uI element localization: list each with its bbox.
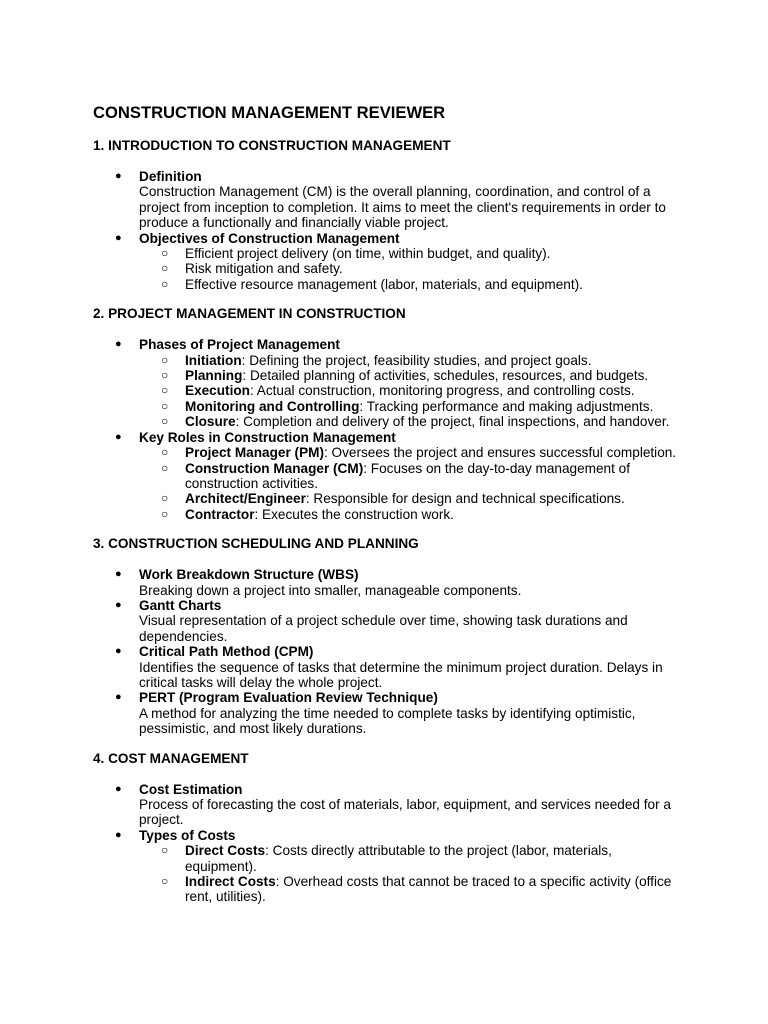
sub-item-text: : Actual construction, monitoring progress, and controlling costs. — [249, 383, 635, 399]
sub-item-text: : Oversees the project and ensures successful completion. — [323, 445, 677, 461]
item-term: Definition — [139, 169, 202, 184]
item-term: Phases of Project Management — [139, 337, 340, 353]
item-term: Gantt Charts — [139, 597, 222, 613]
section-heading: 4. COST MANAGEMENT — [93, 750, 249, 766]
list-item — [93, 644, 683, 690]
sub-item-text: : Responsible for design and technical specifications. — [305, 491, 625, 507]
bullet-list — [93, 782, 683, 905]
sub-bullet-list — [139, 353, 683, 430]
sub-item-term: Closure — [185, 414, 236, 430]
item-term: PERT (Program Evaluation Review Technique) — [139, 690, 438, 706]
sub-item-term: Direct Costs — [185, 843, 266, 859]
section-heading: 2. PROJECT MANAGEMENT IN CONSTRUCTION — [93, 306, 406, 322]
sub-item-term: Project Manager (PM) — [185, 445, 324, 461]
sub-list-item — [139, 368, 683, 383]
sub-list-item — [139, 461, 683, 492]
bullet-list — [93, 337, 683, 522]
sub-list-item — [139, 353, 683, 368]
section-4 — [93, 751, 683, 905]
sub-list-item — [139, 507, 683, 522]
section-heading: 1. INTRODUCTION TO CONSTRUCTION MANAGEMENT — [93, 138, 451, 153]
sub-item-text: : Defining the project, feasibility studies, and project goals. — [241, 352, 592, 368]
sub-list-item — [139, 399, 683, 414]
sub-list-item — [139, 491, 683, 506]
list-item — [93, 169, 683, 231]
sub-item-text: : Overhead costs that cannot be traced to a specific activity (office rent, utilities). — [185, 874, 672, 905]
item-term: Key Roles in Construction Management — [139, 429, 396, 445]
sub-list-item — [139, 246, 683, 261]
list-item — [93, 598, 683, 644]
sub-item-text: : Focuses on the day-to-day management of construction activities. — [185, 460, 630, 491]
sub-item-text: : Costs directly attributable to the project (labor, materials, equipment). — [185, 843, 612, 874]
section-2 — [93, 306, 683, 522]
item-description: Process of forecasting the cost of materials, labor, equipment, and services needed for a project. — [139, 797, 671, 828]
item-term: Critical Path Method (CPM) — [139, 644, 314, 660]
sections-container — [93, 138, 683, 905]
sub-item-text: Risk mitigation and safety. — [185, 261, 343, 277]
document-body — [93, 103, 683, 905]
section-spacer — [93, 522, 683, 536]
list-item — [93, 828, 683, 905]
sub-bullet-list — [139, 246, 683, 292]
sub-item-term: Architect/Engineer — [185, 491, 306, 507]
sub-item-term: Contractor — [185, 506, 255, 522]
sub-item-term: Planning — [185, 368, 243, 384]
list-item — [93, 690, 683, 736]
list-item — [93, 231, 683, 293]
item-term: Work Breakdown Structure (WBS) — [139, 567, 359, 583]
sub-item-term: Execution — [185, 383, 250, 399]
sub-item-term: Monitoring and Controlling — [185, 398, 360, 414]
sub-item-term: Construction Manager (CM) — [185, 460, 364, 476]
sub-item-term: Initiation — [185, 352, 242, 368]
sub-item-text: : Completion and delivery of the project, final inspections, and handover. — [235, 414, 670, 430]
list-item — [93, 782, 683, 828]
sub-item-term: Indirect Costs — [185, 874, 276, 890]
item-description: Construction Management (CM) is the overall planning, coordination, and control of a project from inception to completion. It aims to meet the client's requirements in order to produce a functionally and financially viable project. — [139, 184, 666, 231]
item-description: Visual representation of a project schedule over time, showing task durations and dependencies. — [139, 613, 628, 644]
item-description: Identifies the sequence of tasks that determine the minimum project duration. Delays in critical tasks will delay the whole project. — [139, 659, 663, 690]
sub-bullet-list — [139, 445, 683, 522]
item-term: Objectives of Construction Management — [139, 230, 400, 246]
sub-list-item — [139, 843, 683, 874]
list-item — [93, 430, 683, 522]
item-description: Breaking down a project into smaller, manageable components. — [139, 582, 522, 598]
sub-bullet-list — [139, 843, 683, 905]
item-term: Cost Estimation — [139, 781, 243, 797]
sub-item-text: Effective resource management (labor, materials, and equipment). — [185, 276, 583, 292]
sub-list-item — [139, 414, 683, 429]
sub-item-text: : Executes the construction work. — [254, 506, 454, 522]
sub-item-text: Efficient project delivery (on time, within budget, and quality). — [185, 246, 551, 262]
section-spacer — [93, 292, 683, 306]
sub-list-item — [139, 874, 683, 905]
sub-item-text: : Detailed planning of activities, schedules, resources, and budgets. — [242, 368, 649, 384]
section-3 — [93, 536, 683, 736]
sub-list-item — [139, 445, 683, 460]
item-term: Types of Costs — [139, 827, 236, 843]
sub-list-item — [139, 261, 683, 276]
bullet-list — [93, 567, 683, 736]
bullet-list — [93, 169, 683, 292]
section-heading: 3. CONSTRUCTION SCHEDULING AND PLANNING — [93, 536, 419, 552]
document-title: CONSTRUCTION MANAGEMENT REVIEWER — [93, 103, 446, 122]
sub-item-text: : Tracking performance and making adjustments. — [359, 398, 654, 414]
sub-list-item — [139, 383, 683, 398]
item-description: A method for analyzing the time needed to complete tasks by identifying optimistic, pessimistic, and most likely durations. — [139, 705, 636, 737]
section-1 — [93, 138, 683, 292]
list-item — [93, 567, 683, 598]
sub-list-item — [139, 277, 683, 292]
section-spacer — [93, 737, 683, 751]
list-item — [93, 337, 683, 429]
